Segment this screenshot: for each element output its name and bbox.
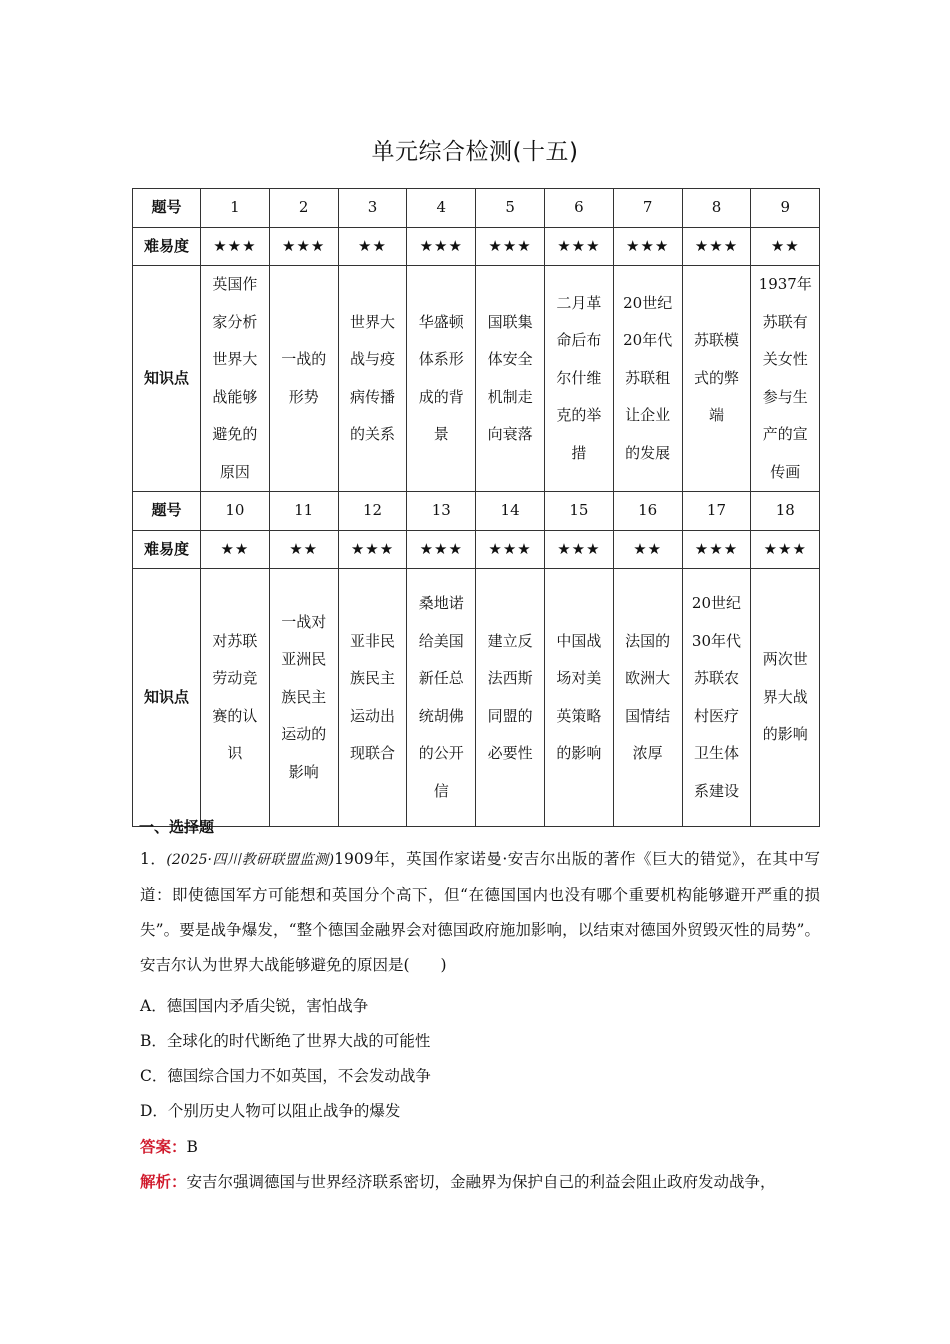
knowledge-cell: 国联集体安全机制走向衰落 bbox=[476, 266, 545, 492]
difficulty-stars: ★★★ bbox=[201, 227, 270, 266]
row-number-1 bbox=[133, 189, 820, 228]
number-cell: 7 bbox=[613, 189, 682, 228]
row-knowledge-1 bbox=[133, 266, 820, 492]
number-cell: 6 bbox=[544, 189, 613, 228]
number-cell: 1 bbox=[201, 189, 270, 228]
knowledge-cell: 20世纪30年代苏联农村医疗卫生体系建设 bbox=[682, 569, 751, 827]
number-cell: 8 bbox=[682, 189, 751, 228]
difficulty-stars: ★★★ bbox=[269, 227, 338, 266]
number-cell: 15 bbox=[544, 492, 613, 531]
knowledge-cell: 中国战场对美英策略的影响 bbox=[544, 569, 613, 827]
option-d: D．个别历史人物可以阻止战争的爆发 bbox=[140, 1102, 401, 1120]
analysis-line bbox=[140, 1172, 820, 1192]
knowledge-table bbox=[132, 188, 820, 827]
question-text: 1909年，英国作家诺曼·安吉尔出版的著作《巨大的错觉》，在其中写道：即使德国军方可能想和英国分个高下，但“在德国国内也没有哪个重要机构能够避开严重的损失”。要是战争爆发，“整个德国金融界会对德国政府施加影响，以结束对德国外贸毁灭性的局势”。安吉尔认为世界大战能够避免的原因是( ) bbox=[140, 850, 820, 974]
knowledge-cell: 二月革命后布尔什维克的举措 bbox=[544, 266, 613, 492]
difficulty-stars: ★★★ bbox=[544, 530, 613, 569]
answer-value: B bbox=[186, 1138, 198, 1156]
row-difficulty-2 bbox=[133, 530, 820, 569]
number-cell: 11 bbox=[269, 492, 338, 531]
analysis-text: 安吉尔强调德国与世界经济联系密切，金融界为保护自己的利益会阻止政府发动战争， bbox=[186, 1173, 776, 1191]
row-knowledge-2 bbox=[133, 569, 820, 827]
label-difficulty: 难易度 bbox=[133, 530, 201, 569]
knowledge-cell: 对苏联劳动竞赛的认识 bbox=[201, 569, 270, 827]
knowledge-cell: 法国的欧洲大国情结浓厚 bbox=[613, 569, 682, 827]
knowledge-cell: 一战的形势 bbox=[269, 266, 338, 492]
label-knowledge: 知识点 bbox=[133, 266, 201, 492]
label-number: 题号 bbox=[133, 492, 201, 531]
knowledge-cell: 亚非民族民主运动出现联合 bbox=[338, 569, 407, 827]
option-a: A．德国国内矛盾尖锐，害怕战争 bbox=[140, 997, 369, 1015]
knowledge-cell: 1937年苏联有关女性参与生产的宣传画 bbox=[751, 266, 820, 492]
number-cell: 10 bbox=[201, 492, 270, 531]
number-cell: 13 bbox=[407, 492, 476, 531]
label-difficulty: 难易度 bbox=[133, 227, 201, 266]
number-cell: 9 bbox=[751, 189, 820, 228]
knowledge-cell: 桑地诺给美国新任总统胡佛的公开信 bbox=[407, 569, 476, 827]
number-cell: 14 bbox=[476, 492, 545, 531]
label-knowledge: 知识点 bbox=[133, 569, 201, 827]
difficulty-stars: ★★★ bbox=[476, 530, 545, 569]
difficulty-stars: ★★ bbox=[269, 530, 338, 569]
difficulty-stars: ★★★ bbox=[407, 530, 476, 569]
knowledge-cell: 一战对亚洲民族民主运动的影响 bbox=[269, 569, 338, 827]
page-title: 单元综合检测(十五) bbox=[371, 139, 579, 165]
knowledge-cell: 建立反法西斯同盟的必要性 bbox=[476, 569, 545, 827]
option-b: B．全球化的时代断绝了世界大战的可能性 bbox=[140, 1032, 431, 1050]
difficulty-stars: ★★ bbox=[751, 227, 820, 266]
row-number-2 bbox=[133, 492, 820, 531]
knowledge-cell: 英国作家分析世界大战能够避免的原因 bbox=[201, 266, 270, 492]
knowledge-cell: 20世纪20年代苏联租让企业的发展 bbox=[613, 266, 682, 492]
row-difficulty-1 bbox=[133, 227, 820, 266]
analysis-label: 解析： bbox=[140, 1173, 187, 1191]
difficulty-stars: ★★★ bbox=[544, 227, 613, 266]
question-number: 1． bbox=[140, 850, 167, 868]
difficulty-stars: ★★★ bbox=[682, 530, 751, 569]
difficulty-stars: ★★★ bbox=[751, 530, 820, 569]
section-title: 一、选择题 bbox=[139, 818, 215, 836]
difficulty-stars: ★★★ bbox=[407, 227, 476, 266]
question-stem bbox=[140, 842, 820, 983]
number-cell: 12 bbox=[338, 492, 407, 531]
number-cell: 4 bbox=[407, 189, 476, 228]
answer-label: 答案： bbox=[140, 1138, 187, 1156]
number-cell: 16 bbox=[613, 492, 682, 531]
option-c: C．德国综合国力不如英国，不会发动战争 bbox=[140, 1067, 431, 1085]
label-number: 题号 bbox=[133, 189, 201, 228]
knowledge-cell: 世界大战与疫病传播的关系 bbox=[338, 266, 407, 492]
number-cell: 5 bbox=[476, 189, 545, 228]
difficulty-stars: ★★ bbox=[338, 227, 407, 266]
answer-line bbox=[140, 1137, 198, 1157]
question-source: (2025·四川教研联盟监测) bbox=[166, 852, 335, 868]
difficulty-stars: ★★★ bbox=[476, 227, 545, 266]
difficulty-stars: ★★★ bbox=[613, 227, 682, 266]
difficulty-stars: ★★★ bbox=[682, 227, 751, 266]
difficulty-stars: ★★ bbox=[201, 530, 270, 569]
knowledge-cell: 华盛顿体系形成的背景 bbox=[407, 266, 476, 492]
knowledge-cell: 苏联模式的弊端 bbox=[682, 266, 751, 492]
number-cell: 18 bbox=[751, 492, 820, 531]
number-cell: 2 bbox=[269, 189, 338, 228]
knowledge-cell: 两次世界大战的影响 bbox=[751, 569, 820, 827]
difficulty-stars: ★★ bbox=[613, 530, 682, 569]
number-cell: 3 bbox=[338, 189, 407, 228]
difficulty-stars: ★★★ bbox=[338, 530, 407, 569]
number-cell: 17 bbox=[682, 492, 751, 531]
